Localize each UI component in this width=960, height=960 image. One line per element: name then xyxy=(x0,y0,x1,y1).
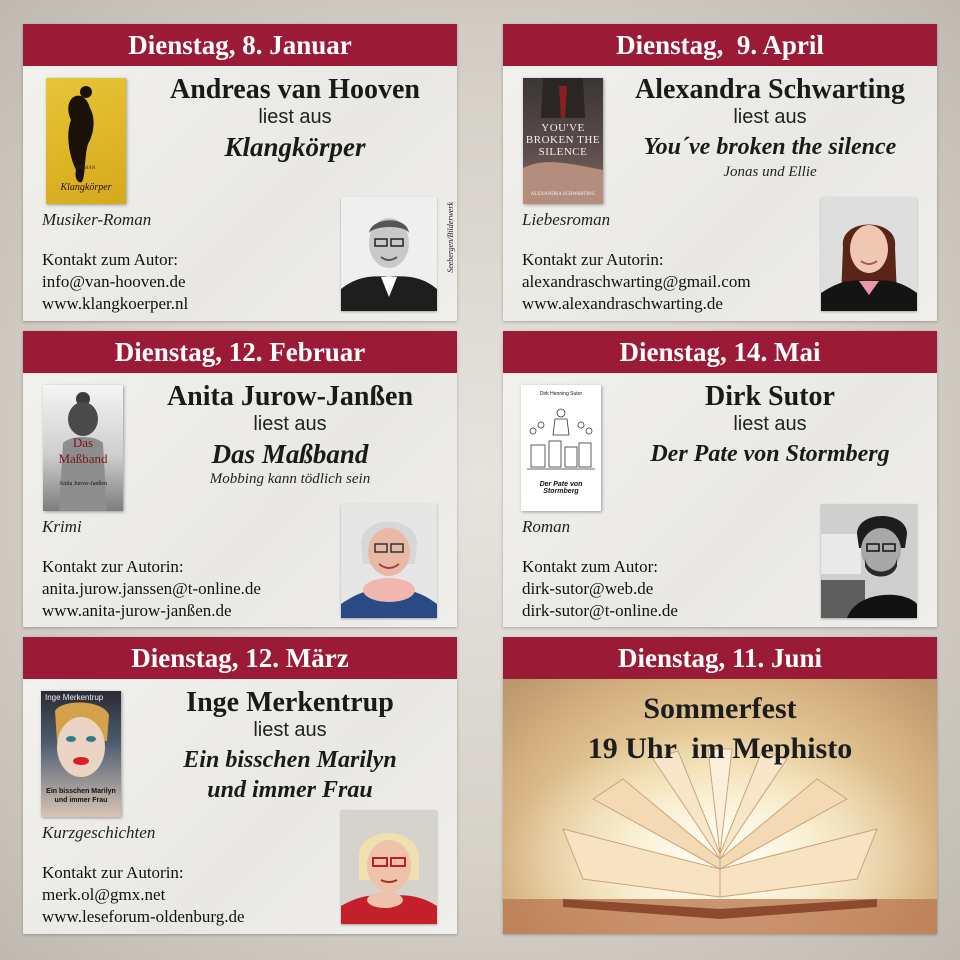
genre-label: Krimi xyxy=(42,517,82,536)
author-portrait-icon xyxy=(821,504,917,618)
cover-title: Der Pate von Stormberg xyxy=(539,481,583,495)
author-photo xyxy=(821,504,917,618)
reads-from-label: liest aus xyxy=(253,719,327,741)
author-portrait-icon xyxy=(341,810,437,924)
author-name: Dirk Sutor xyxy=(705,381,835,412)
book-title-line-2: und immer Frau xyxy=(207,777,373,803)
event-card-april xyxy=(503,24,937,321)
sommerfest-time-location: 19 Uhr im Mephisto xyxy=(587,732,853,765)
event-text xyxy=(603,74,937,181)
book-cover-marilyn xyxy=(41,691,121,817)
author-photo xyxy=(341,810,437,924)
book-cover-broken-silence xyxy=(523,78,603,204)
book-subtitle: Jonas und Ellie xyxy=(723,164,817,180)
contact-label: Kontakt zur Autorin: xyxy=(522,250,664,269)
contact-email[interactable]: dirk-sutor@web.de xyxy=(522,579,654,598)
sommerfest-panel xyxy=(503,679,937,934)
cover-small-label: Inge Merkentrup xyxy=(45,693,104,702)
reads-from-label: liest aus xyxy=(733,106,807,128)
author-photo xyxy=(341,504,437,618)
author-portrait-icon xyxy=(821,197,917,311)
cover-small-label: Dirk Henning Sutor xyxy=(539,391,583,397)
author-photo xyxy=(341,197,437,311)
reads-from-label: liest aus xyxy=(733,413,807,435)
event-date: Dienstag, 8. Januar xyxy=(23,24,457,66)
contact-email[interactable]: alexandraschwarting@gmail.com xyxy=(522,272,751,291)
event-card-mai xyxy=(503,331,937,627)
reads-from-label: liest aus xyxy=(253,413,327,435)
sommerfest-title xyxy=(503,689,937,769)
cover-small-label: ALEXANDRA SCHWARTING xyxy=(530,192,596,197)
event-text xyxy=(123,687,457,805)
contact-website[interactable]: www.klangkoerper.nl xyxy=(42,294,189,313)
cover-title: Das Maßband xyxy=(58,435,108,466)
genre-label: Musiker-Roman xyxy=(42,210,152,229)
reads-from-label: liest aus xyxy=(258,106,332,128)
contact-block xyxy=(522,556,678,622)
author-portrait-icon xyxy=(341,504,437,618)
book-cover-pate-stormberg xyxy=(521,385,601,511)
contact-email[interactable]: info@van-hooven.de xyxy=(42,272,186,291)
contact-block xyxy=(42,249,188,315)
contact-website[interactable]: www.anita-jurow-janßen.de xyxy=(42,601,232,620)
author-name: Andreas van Hooven xyxy=(170,74,420,105)
book-title: Ein bisschen Marilyn xyxy=(183,747,397,773)
author-name: Inge Merkentrup xyxy=(186,687,394,718)
cover-title: YOU'VE BROKEN THE SILENCE xyxy=(525,122,601,158)
book-title: You´ve broken the silence xyxy=(643,134,897,160)
contact-block xyxy=(42,556,261,622)
contact-website[interactable]: www.alexandraschwarting.de xyxy=(522,294,723,313)
event-text xyxy=(123,381,457,488)
event-card-maerz xyxy=(23,637,457,934)
contact-label: Kontakt zum Autor: xyxy=(42,250,178,269)
event-date: Dienstag, 9. April xyxy=(503,24,937,66)
genre-label: Liebesroman xyxy=(522,210,611,229)
event-card-juni xyxy=(503,637,937,934)
contact-label: Kontakt zur Autorin: xyxy=(42,557,184,576)
event-card-januar xyxy=(23,24,457,321)
book-title: Das Maßband xyxy=(211,439,369,469)
contact-block xyxy=(522,249,751,315)
event-date: Dienstag, 12. März xyxy=(23,637,457,679)
cover-small-label: Anita Jurow-Janßen xyxy=(58,481,108,487)
author-name: Anita Jurow-Janßen xyxy=(166,381,414,412)
contact-email[interactable]: anita.jurow.janssen@t-online.de xyxy=(42,579,261,598)
book-title: Der Pate von Stormberg xyxy=(650,441,890,467)
contact-email-2[interactable]: dirk-sutor@t-online.de xyxy=(522,601,678,620)
contact-block xyxy=(42,862,245,928)
cover-small-label: ROMAN xyxy=(76,166,96,171)
book-subtitle: Mobbing kann tödlich sein xyxy=(209,471,371,487)
cover-title: Klangkörper xyxy=(60,182,112,193)
sommerfest-heading: Sommerfest xyxy=(643,692,797,725)
contact-label: Kontakt zur Autorin: xyxy=(42,863,184,882)
author-portrait-icon xyxy=(341,197,437,311)
author-name: Alexandra Schwarting xyxy=(635,74,905,105)
book-cover-klangkoerper xyxy=(46,78,126,204)
cover-title: Ein bisschen Marilyn und immer Frau xyxy=(46,788,116,804)
contact-website[interactable]: www.leseforum-oldenburg.de xyxy=(42,907,245,926)
book-cover-massband xyxy=(43,385,123,511)
event-text xyxy=(603,381,937,470)
event-date: Dienstag, 14. Mai xyxy=(503,331,937,373)
genre-label: Kurzgeschichten xyxy=(42,823,156,842)
book-title: Klangkörper xyxy=(224,132,366,162)
genre-label: Roman xyxy=(522,517,571,536)
photo-credit: Seebergen/Bilderwerk xyxy=(446,202,455,273)
event-text xyxy=(133,74,457,163)
contact-label: Kontakt zum Autor: xyxy=(522,557,658,576)
event-date: Dienstag, 11. Juni xyxy=(503,637,937,679)
event-date: Dienstag, 12. Februar xyxy=(23,331,457,373)
author-photo xyxy=(821,197,917,311)
event-card-februar xyxy=(23,331,457,627)
contact-email[interactable]: merk.ol@gmx.net xyxy=(42,885,166,904)
